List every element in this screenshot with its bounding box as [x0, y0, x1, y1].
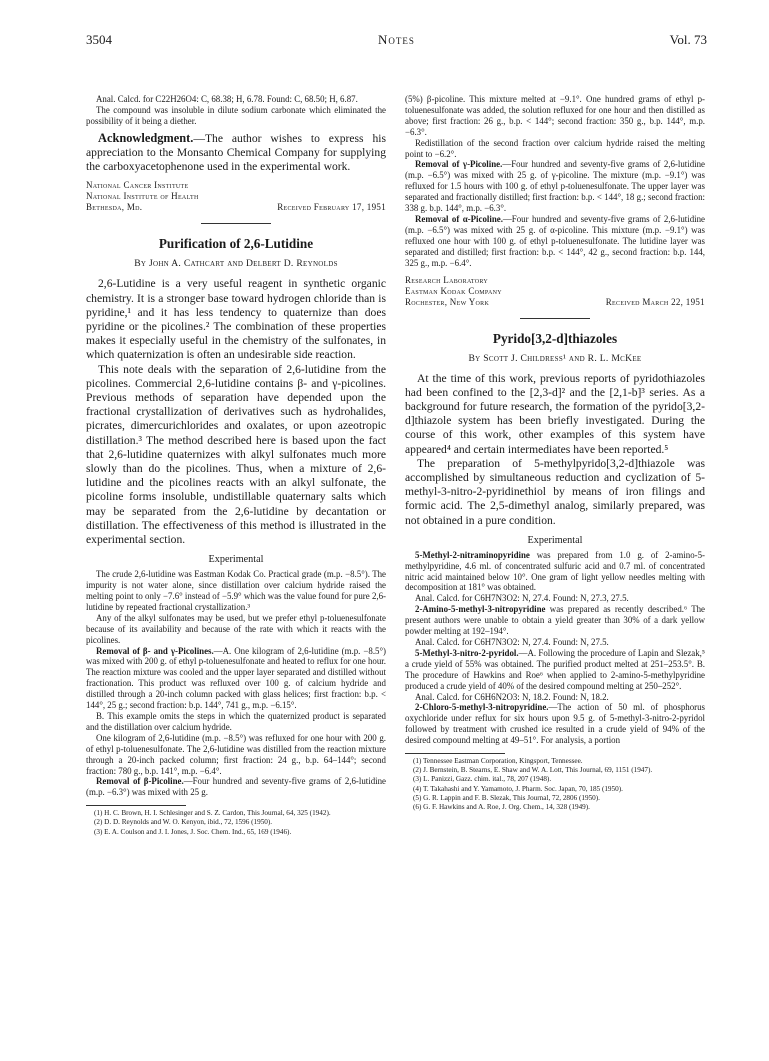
affiliation-line-2: National Institute of Health: [86, 191, 199, 202]
experimental-heading: Experimental: [208, 554, 264, 566]
acknowledgment-heading: Acknowledgment.: [98, 130, 194, 145]
article-divider: [201, 223, 271, 224]
affiliation-block-2: [405, 275, 705, 308]
footnote-3: (3) E. A. Coulson and J. I. Jones, J. Soc. Chem. Ind., 65, 169 (1946).: [94, 827, 292, 836]
footnote-divider: [86, 805, 186, 806]
exp-paragraph-1: 5-Methyl-2-nitraminopyridine was prepared from 1.0 g. of 2-amino-5-methylpyridine, 4.6 ml. of concentrated sulfuric acid and 0.7 ml. of concentrated nitric acid maintained below 10°. One gram of light yellow needles melting with decomposition at 181° was obtained.: [405, 549, 705, 593]
left-column: [86, 94, 386, 837]
footnote-divider: [405, 753, 505, 754]
prev-analysis: Anal. Calcd. for C22H26O4: C, 68.38; H, 6.78. Found: C, 68.50; H, 6.87.: [96, 94, 358, 104]
exp-paragraph-5: One kilogram of 2,6-lutidine (m.p. −8.5°) was refluxed for one hour with 200 g. of ethyl p-toluenesulfonate. The 2,6-lutidine was distilled from the reaction mixture through a 20-inch packed column; first fraction: 24 g., b.p. 64–144°; second fraction: 780 g., b.p. 141°, m.p. −6.4°.: [86, 732, 386, 776]
page-number: 3504: [86, 32, 112, 47]
exp-analysis-1: Anal. Calcd. for C6H7N3O2: N, 27.4. Found: N, 27.3, 27.5.: [415, 593, 629, 604]
exp-paragraph-3: Removal of β- and γ-Picolines.—A. One kilogram of 2,6-lutidine (m.p. −8.5°) was mixed with 200 g. of ethyl p-toluenesulfonate and heated to reflux for one hour. The reaction mixture was cooled and the upper layer separated and distilled without fractionation. This product was refluxed over 100 g. of calcium hydride and distilled through a 20-inch column packed with glass helices; first fraction: b.p. < 144°, 25 g.; second fraction: b.p. 144°, 741 g., m.p. −6.15°.: [86, 645, 386, 711]
article-title: Purification of 2,6-Lutidine: [158, 236, 314, 252]
received-date: Received February 17, 1951: [277, 202, 386, 213]
intro-paragraph-1: 2,6-Lutidine is a very useful reagent in synthetic organic chemistry. It is a stronger base toward hydrogen chloride than is pyridine,¹ and it has less tendency to quaternize than does pyridine or the picolines.² The combination of these properties makes it especially useful in the chemistry of the sulfonates, in which quaternization is often an undesirable side reaction.: [86, 277, 386, 362]
exp-analysis-3: Anal. Calcd. for C6H6N2O3: N, 18.2. Found: N, 18.2.: [415, 691, 609, 702]
running-head: [86, 32, 707, 48]
exp-paragraph-1: The crude 2,6-lutidine was Eastman Kodak Co. Practical grade (m.p. −8.5°). The impurity is not water alone, since distillation over calcium hydride raised the melting point to only −7.6° instead of −5.9° which was the value found for pure 2,6-lutidine by repeated fractional crystallization.³: [86, 569, 386, 612]
intro-paragraph-2: This note deals with the separation of 2,6-lutidine from the picolines. Commercial 2,6-lutidine contains β- and γ-picolines. Previous methods of separation have depended upon the fractional crystallization of derivatives such as hydrohalides, picrates, dimercurichlorides and oxalates, or upon azeotropic distillation.³ The method described here is based upon the fact that 2,6-lutidine quaternizes with alkyl sulfonates much more slowly than do the picolines. Thus, when a mixture of 2,6-lutidine and the picolines reacts with an alkyl sulfonate, the picoline forms insoluble, undistillable quaternary salts which may be separated from the 2,6-lutidine by decantation or distillation. The effectiveness of this method is illustrated in the experimental section.: [86, 362, 386, 546]
intro-paragraph-1: At the time of this work, previous reports of pyridothiazoles had been confined to the [2,3-d]² and the [2,1-b]³ series. As a background for future research, the formation of the pyrido[3,2-d]thiazole system has been briefly investigated. During the course of this work, other examples of this system have appeared⁴ and certain intermediates have been reported.⁵: [405, 371, 705, 456]
affiliation-line-1: Research Laboratory: [405, 274, 489, 285]
alpha-picoline-paragraph: Removal of α-Picoline.—Four hundred and seventy-five grams of 2,6-lutidine (m.p. −6.5°) was mixed with 25 g. of α-picoline. This mixture (m.p. −9.1°) was refluxed one hour with 100 g. of ethyl p-toluenesulfonate. The lutidine layer was separated and distilled; first fraction: b.p. < 144°, 42 g., second fraction: b.p. 144, 325 g., m.p. −6.4°.: [405, 213, 705, 268]
affiliation-block: [86, 180, 386, 213]
article-byline: By Scott J. Childress¹ and R. L. McKee: [468, 352, 642, 364]
footnote-1: (1) H. C. Brown, H. I. Schlesinger and S. Z. Cardon, This Journal, 64, 325 (1942).: [94, 809, 331, 818]
footnote-5: (5) G. R. Lappin and F. B. Slezak, This Journal, 72, 2806 (1950).: [413, 793, 600, 802]
exp-paragraph-4: B. This example omits the steps in which the quaternized product is separated and the distillation over calcium hydride.: [86, 710, 386, 732]
intro-paragraph-2: The preparation of 5-methylpyrido[3,2-d]thiazole was accomplished by simultaneous reduction and cyclization of 5-methyl-3-nitro-2-pyridinethiol by means of iron filings and formic acid. The 2,5-dimethyl analog, similarly prepared, was not obtained in a pure condition.: [405, 456, 705, 527]
right-column: [405, 94, 705, 812]
affiliation-line-3: Rochester, New York: [405, 296, 490, 307]
footnote-1: (1) Tennessee Eastman Corporation, Kingsport, Tennessee.: [413, 757, 583, 766]
affiliation-line-2: Eastman Kodak Company: [405, 285, 502, 296]
footnote-6: (6) G. F. Hawkins and A. Roe, J. Org. Chem., 14, 328 (1949).: [413, 803, 590, 812]
exp-paragraph-2: 2-Amino-5-methyl-3-nitropyridine was prepared as recently described.⁶ The present authors were unable to obtain a yield greater than 30% of a dark yellow powder melting at 192–194°.: [405, 604, 705, 637]
exp-analysis-2: Anal. Calcd. for C6H7N3O2: N, 27.4. Found: N, 27.5.: [415, 636, 609, 647]
article-title: Pyrido[3,2-d]thiazoles: [492, 330, 618, 346]
prev-paragraph: The compound was insoluble in dilute sodium carbonate which eliminated the possibility of it being a diether.: [86, 104, 386, 126]
section-name: Notes: [378, 32, 415, 47]
experimental-heading: Experimental: [527, 534, 583, 546]
exp-paragraph-4: 2-Chloro-5-methyl-3-nitropyridine.—The action of 50 ml. of phosphorus oxychloride under reflux for six hours upon 9.5 g. of 5-methyl-3-nitro-2-pyridol followed by treatment with crushed ice resulted in a crude yield of 94% of the desired compound melting at 49–51°. For analysis, a portion: [405, 702, 705, 746]
gamma-picoline-paragraph: Removal of γ-Picoline.—Four hundred and seventy-five grams of 2,6-lutidine (m.p. −6.5°) was mixed with 25 g. of γ-picoline. The mixture (m.p. −9.1°) was refluxed for 1.5 hours with 100 g. of ethyl p-toluenesulfonate. The upper layer was separated and fractionally distilled; first fraction: b.p. < 144°, 18 g.; second fraction: 338 g. b.p. 144°, m.p. −6.3°.: [405, 159, 705, 214]
affiliation-line-3: Bethesda, Md.: [86, 202, 143, 213]
exp-paragraph-2: Any of the alkyl sulfonates may be used, but we prefer ethyl p-toluenesulfonate because of its availability and because of the rate with which it reacts with the picolines.: [86, 612, 386, 645]
footnote-3: (3) L. Panizzi, Gazz. chim. ital., 78, 207 (1948).: [413, 775, 552, 784]
redistillation-paragraph: Redistillation of the second fraction over calcium hydride raised the melting point to −6.2°.: [405, 137, 705, 159]
acknowledgment: [86, 131, 386, 175]
acknowledgment-text: —The author wishes to express his appreciation to the Monsanto Chemical Company for supplying the carboxyacetophenone used in the experimental work.: [86, 131, 386, 174]
affiliation-line-1: National Cancer Institute: [86, 180, 189, 191]
received-date: Received March 22, 1951: [605, 296, 705, 307]
exp-paragraph-3: 5-Methyl-3-nitro-2-pyridol.—A. Following the procedure of Lapin and Slezak,⁵ a crude yield of 55% was obtained. The purified product melted at 251–253.5°. B. The procedure of Hawkins and Roe⁶ when applied to 2-amino-5-methylpyridine produced a crude yield of 40% of the desired compound melting at 250–252°.: [405, 647, 705, 691]
footnote-2: (2) J. Bernstein, B. Stearns, E. Shaw and W. A. Lott, This Journal, 69, 1151 (1947).: [413, 766, 653, 775]
volume-label: Vol. 73: [669, 32, 707, 47]
article-divider: [520, 318, 590, 319]
footnote-2: (2) D. D. Reynolds and W. O. Kenyon, ibid., 72, 1596 (1950).: [94, 818, 273, 827]
footnote-4: (4) T. Takahashi and Y. Yamamoto, J. Pharm. Soc. Japan, 70, 185 (1950).: [413, 784, 623, 793]
exp-paragraph-6: Removal of β-Picoline.—Four hundred and seventy-five grams of 2,6-lutidine (m.p. −6.3°) was mixed with 25 g.: [86, 776, 386, 798]
article-byline: By John A. Cathcart and Delbert D. Reynolds: [134, 258, 338, 270]
cont-paragraph: (5%) β-picoline. This mixture melted at −9.1°. One hundred grams of ethyl p-toluenesulfonate was added, the solution refluxed for one hour and then distilled as above; first fraction: 26 g., b.p. < 144°; second fraction: 350 g., b.p. 144°, m.p. −6.3°.: [405, 94, 705, 137]
